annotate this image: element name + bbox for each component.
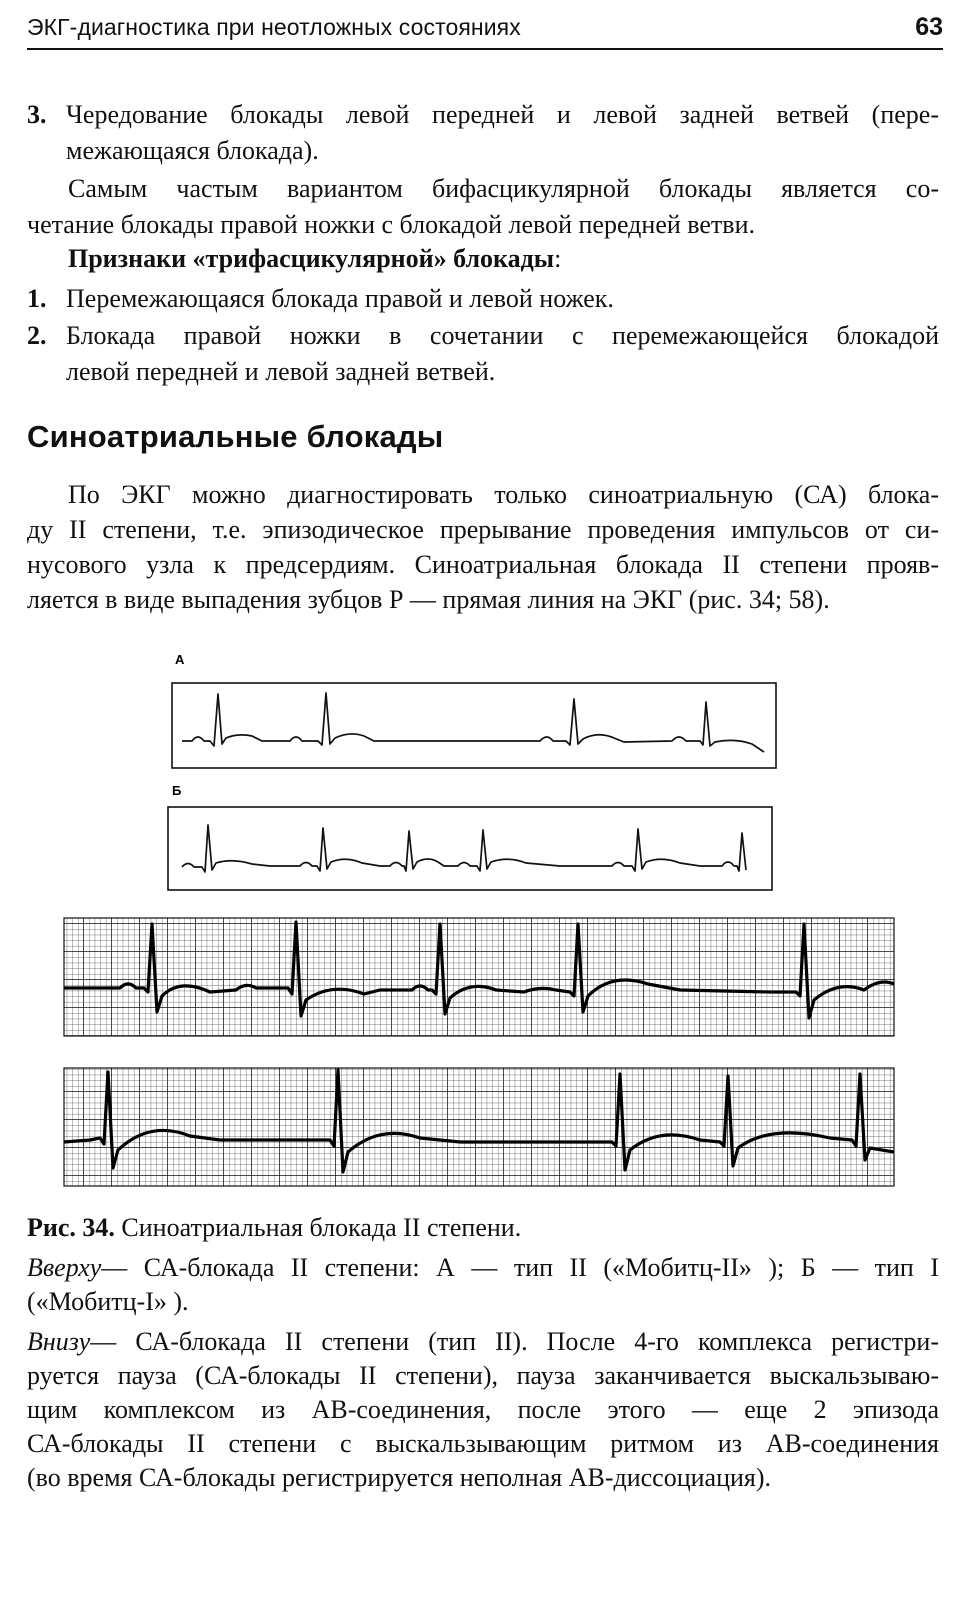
caption-top-text: — СА-блокада II степени: А — тип II («Мобитц-II» ); Б — тип I [101,1253,939,1282]
text-line: четание блокады правой ножки с блокадой левой передней ветви. [27,210,755,239]
caption-bottom-text: — СА-блокада II степени (тип II). После 4-го комплекса регистри- [90,1327,939,1356]
run-in-heading: Признаки «трифасцикулярной» блокады [68,244,555,273]
caption-line: (во время СА-блокады регистрируется неполная АВ-диссоциация). [27,1463,772,1492]
text-line: Блокада правой ножки в сочетании с перемежающейся блокадой [66,321,939,350]
text-line: По ЭКГ можно диагностировать только синоатриальную (СА) блока- [68,480,939,509]
text-line: левой передней и левой задней ветвей. [66,357,496,386]
ecg-trace-strip-2 [64,1070,894,1172]
heading-colon: : [554,244,562,273]
text-line: Перемежающаяся блокада правой и левой ножек. [66,284,614,313]
ecg-strip-2-paper [64,1068,894,1186]
figure-caption [27,1211,939,1495]
running-title: ЭКГ-диагностика при неотложных состояниях [27,14,521,40]
paragraph-sa-block [27,477,939,617]
caption-line: («Мобитц-I» ). [27,1287,189,1316]
panel-b-frame [168,807,772,890]
ecg-trace-b [182,825,746,872]
figure-title: Синоатриальная блокада II степени. [114,1213,522,1242]
ecg-strip-2-grid-major [64,1068,894,1186]
text-line: нусового узла к предсердиям. Синоатриальная блокада II степени прояв- [27,550,939,579]
figure-label: Рис. 34. [27,1213,115,1242]
caption-line: руется пауза (СА-блокады II степени), пауза заканчивается выскальзываю- [27,1361,939,1390]
caption-bottom-label: Внизу [27,1327,91,1356]
section-heading: Синоатриальные блокады [27,419,444,454]
caption-bottom [27,1325,939,1495]
text-line: межающаяся блокада). [66,136,319,165]
paragraph-bifascicular [27,171,939,243]
ecg-strip-2-border [64,1068,894,1186]
page-number: 63 [915,13,943,41]
text-line: Чередование блокады левой передней и левой задней ветвей (пере- [66,100,939,129]
list-number: 1. [27,284,47,313]
ecg-strip-1-grid-fine [64,918,894,1036]
trifascicular-heading [27,241,939,277]
caption-line [27,1325,939,1359]
ecg-strip-1-paper [64,918,894,1036]
caption-top-label: Вверху [27,1253,102,1282]
panel-b-label: Б [172,783,182,798]
panel-a-label: А [175,652,185,667]
text-line: ляется в виде выпадения зубцов Р — прямая линия на ЭКГ (рис. 34; 58). [27,585,830,614]
caption-top [27,1251,939,1319]
list-item-3 [27,97,939,169]
ecg-strip-2-grid-fine [64,1068,894,1186]
caption-line: СА-блокады II степени с выскальзывающим ритмом из АВ-соединения [27,1429,939,1458]
text-line: ду II степени, т.е. эпизодическое прерывание проведения импульсов от си- [27,515,939,544]
panel-a-frame [172,683,776,768]
caption-line: щим комплексом из АВ-соединения, после этого — еще 2 эпизода [27,1395,939,1424]
ecg-trace-a [182,693,764,752]
caption-line [27,1251,939,1285]
list-number: 3. [27,100,47,129]
list-item-1 [27,281,939,317]
caption-title-line [27,1211,939,1245]
ecg-strip-1-grid-major [64,918,894,1036]
text-line: Самым частым вариантом бифасцикулярной блокады является со- [68,174,939,203]
running-header [27,14,943,50]
ecg-strip-1-border [64,918,894,1036]
list-item-2 [27,318,939,390]
list-number: 2. [27,321,47,350]
ecg-trace-strip-1 [64,922,894,1018]
